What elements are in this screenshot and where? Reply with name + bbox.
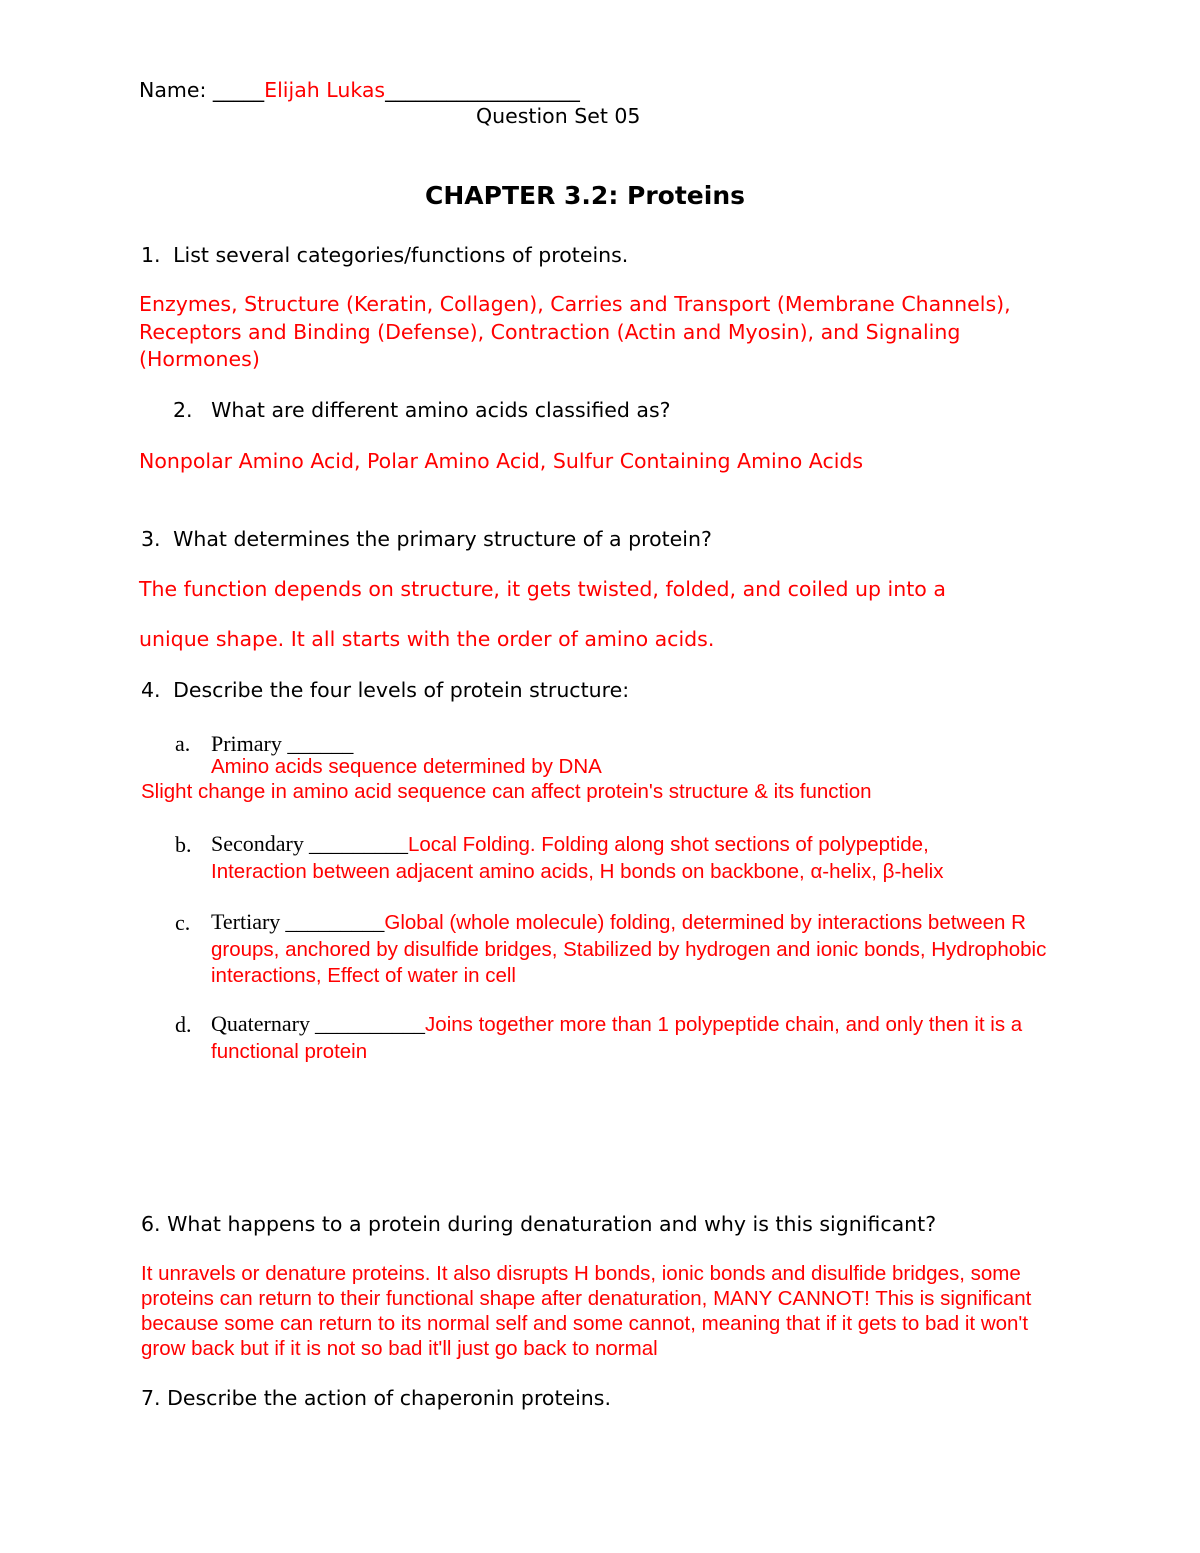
answer-2: Nonpolar Amino Acid, Polar Amino Acid, Sulfur Containing Amino Acids: [139, 449, 864, 473]
question-7: [141, 1386, 611, 1410]
question-3: [141, 527, 712, 551]
question-number: 6.: [141, 1212, 161, 1236]
question-set-label: Question Set 05: [476, 104, 641, 128]
question-4: [141, 678, 629, 702]
level-b-block: [211, 831, 1011, 885]
answer-3-line-1: The function depends on structure, it gets twisted, folded, and coiled up into a: [139, 577, 946, 601]
name-line: [139, 78, 580, 102]
question-text: What happens to a protein during denaturation and why is this significant?: [167, 1212, 937, 1236]
level-answer: Joins together more than 1 polypeptide chain, and only then it is a functional protein: [211, 1013, 1023, 1063]
question-number: 2.: [173, 398, 193, 422]
answer-1: Enzymes, Structure (Keratin, Collagen), Carries and Transport (Membrane Channels), Receptors and Binding (Defense), Contraction (Actin and Myosin), and Signaling (Hormones): [139, 292, 1011, 371]
student-name: Elijah Lukas: [264, 78, 386, 102]
question-1: [141, 243, 628, 267]
question-number: 1.: [141, 243, 161, 267]
level-d-letter: d.: [175, 1012, 192, 1037]
level-c-letter: c.: [175, 910, 191, 935]
level-blank: __________: [315, 1011, 426, 1036]
level-label: Quaternary: [211, 1011, 310, 1036]
question-text: List several categories/functions of proteins.: [173, 243, 629, 267]
level-label: Primary: [211, 731, 282, 756]
question-6: [141, 1212, 936, 1236]
level-d-block: [211, 1011, 1081, 1065]
level-b-letter: b.: [175, 832, 192, 857]
question-text: Describe the four levels of protein structure:: [173, 678, 630, 702]
level-a-letter: a.: [175, 731, 191, 756]
question-text: What determines the primary structure of a protein?: [173, 527, 712, 551]
answer-6: It unravels or denature proteins. It also disrupts H bonds, ionic bonds and disulfide bridges, some proteins can return to their functional shape after denaturation, MANY CANNOT! This is significant because some can return to its normal self and some cannot, meaning that if it gets to bad it won't grow back but if it is not so bad it'll just go back to normal: [141, 1262, 1032, 1360]
answer-3-line-2: unique shape. It all starts with the order of amino acids.: [139, 627, 715, 651]
page-title: CHAPTER 3.2: Proteins: [425, 181, 745, 210]
question-2: [173, 398, 671, 422]
question-number: 7.: [141, 1386, 161, 1410]
level-label: Secondary: [211, 831, 304, 856]
name-underline: ___________________: [385, 78, 580, 102]
level-blank: _________: [285, 909, 385, 934]
question-text: Describe the action of chaperonin proteins.: [167, 1386, 611, 1410]
level-answer: Global (whole molecule) folding, determined by interactions between R groups, anchored by disulfide bridges, Stabilized by hydrogen and ionic bonds, Hydrophobic interactions, Effect of water in cell: [211, 911, 1047, 987]
question-number: 4.: [141, 678, 161, 702]
level-label: Tertiary: [211, 909, 281, 934]
level-a-extra: Slight change in amino acid sequence can affect protein's structure & its function: [141, 780, 872, 803]
level-answer: Local Folding. Folding along shot sections of polypeptide, Interaction between adjacent amino acids, H bonds on backbone, α-helix, β-helix: [211, 833, 944, 883]
question-text: What are different amino acids classified as?: [211, 398, 671, 422]
level-a-answer: Amino acids sequence determined by DNA: [211, 755, 602, 778]
question-number: 3.: [141, 527, 161, 551]
name-label: Name: _____: [139, 78, 265, 102]
level-c-block: [211, 909, 1061, 990]
level-blank: _________: [308, 831, 408, 856]
level-blank: ______: [287, 731, 354, 756]
